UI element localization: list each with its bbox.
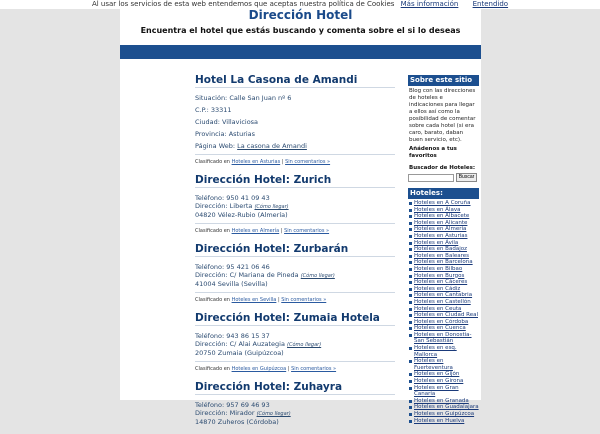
search-form — [408, 172, 479, 188]
category-link[interactable]: Hoteles en Almería — [231, 228, 280, 234]
post-title[interactable]: Dirección Hotel: Zuhayra — [195, 381, 343, 393]
post-divider — [195, 292, 395, 293]
hotel-category-link[interactable]: Hoteles en Donostia-San Sebastián — [414, 331, 472, 345]
como-llegar-link[interactable]: (Cómo llegar) — [287, 342, 322, 348]
web-link[interactable]: La casona de Amandi — [237, 142, 307, 150]
post-field-address: 04820 Vélez-Rubio (Almería) — [195, 211, 288, 219]
post-field-direccion — [195, 271, 395, 280]
hotel-category-item[interactable] — [408, 404, 479, 411]
cookie-text: Al usar los servicios de esta web entendemos que aceptas nuestra política de Cookies — [91, 0, 395, 8]
hotel-category-item[interactable] — [408, 319, 479, 326]
post-divider — [195, 187, 395, 188]
hotel-category-link[interactable]: Hoteles en Girona — [414, 378, 464, 385]
post-divider — [195, 223, 395, 224]
comments-link[interactable]: Sin comentarios » — [284, 228, 330, 234]
hotel-category-item[interactable] — [408, 233, 479, 240]
post-title[interactable]: Dirección Hotel: Zurbarán — [195, 243, 349, 255]
hotel-category-item[interactable] — [408, 358, 479, 371]
meta-prefix: Clasificado en — [195, 228, 232, 234]
post-field-address: 20750 Zumaia (Guipúzcoa) — [195, 349, 284, 357]
favorites-text: Añádenos a tus favoritos — [409, 146, 457, 159]
post-field-ciudad: Ciudad: Villaviciosa — [195, 118, 259, 126]
hotel-category-item[interactable] — [408, 385, 479, 398]
header — [120, 9, 481, 45]
hotel-category-link[interactable]: Hoteles en Huelva — [414, 417, 465, 424]
hotel-category-link[interactable]: Hoteles en Fuerteventura — [414, 358, 453, 371]
hotels-heading: Hoteles: — [408, 188, 479, 199]
post-divider — [195, 394, 395, 395]
como-llegar-link[interactable]: (Cómo llegar) — [300, 273, 335, 279]
post-field-situacion: Situación: Calle San Juan nº 6 — [195, 94, 292, 102]
hotel-category-link[interactable]: Hoteles en Ávila — [414, 239, 459, 246]
post — [195, 381, 395, 426]
hotel-category-link[interactable]: Hoteles en Alicante — [414, 219, 468, 226]
hotel-category-item[interactable] — [408, 253, 479, 260]
post-title[interactable]: Dirección Hotel: Zumaia Hotela — [195, 312, 380, 324]
comments-link[interactable]: Sin comentarios » — [285, 159, 331, 165]
post — [195, 243, 395, 304]
hotel-category-link[interactable]: Hoteles en Álava — [414, 206, 461, 213]
direccion-text: Dirección: Liberta — [195, 202, 255, 210]
hotel-category-link[interactable]: Hoteles en esq. Mallorca — [414, 345, 457, 358]
post-meta — [195, 297, 395, 304]
post-list — [195, 74, 395, 434]
hotel-category-link[interactable]: Hoteles en Almería — [414, 226, 467, 233]
page — [120, 8, 481, 426]
hotel-category-link[interactable]: Hoteles en Baleares — [414, 252, 469, 259]
hotel-category-item[interactable] — [408, 213, 479, 220]
hotel-category-item[interactable] — [408, 286, 479, 293]
hotel-category-item[interactable] — [408, 279, 479, 286]
hotel-category-link[interactable]: Hoteles en Gran Canaria — [414, 384, 459, 398]
meta-sep: | — [279, 228, 285, 234]
post-divider — [195, 154, 395, 155]
hotel-category-link[interactable]: Hoteles en Badajoz — [414, 246, 467, 253]
post — [195, 312, 395, 373]
search-button[interactable]: Buscar — [456, 173, 477, 182]
hotel-category-link[interactable]: Hoteles en A Coruña — [414, 200, 471, 206]
post-title[interactable]: Hotel La Casona de Amandi — [195, 74, 358, 86]
hotel-category-item[interactable] — [408, 259, 479, 266]
meta-prefix: Clasificado en — [195, 297, 232, 303]
post-field-cp: C.P.: 33311 — [195, 106, 232, 114]
category-link[interactable]: Hoteles en Guipúzcoa — [231, 366, 287, 372]
hotels-list — [408, 199, 479, 424]
hotel-category-link[interactable]: Hoteles en Burgos — [414, 272, 465, 279]
post — [195, 74, 395, 166]
hotel-category-link[interactable]: Hoteles en Barcelona — [414, 259, 473, 266]
comments-link[interactable]: Sin comentarios » — [281, 297, 327, 303]
hotel-category-link[interactable]: Hoteles en Bilbao — [414, 265, 463, 272]
cookie-accept-link[interactable]: Entendido — [472, 0, 509, 8]
meta-prefix: Clasificado en — [195, 159, 232, 165]
hotel-category-item[interactable] — [408, 398, 479, 405]
post-field-address: 41004 Sevilla (Sevilla) — [195, 280, 268, 288]
hotel-category-link[interactable]: Hoteles en Castellón — [414, 298, 471, 305]
como-llegar-link[interactable]: (Cómo llegar) — [254, 204, 289, 210]
meta-sep: | — [276, 297, 282, 303]
hotel-category-item[interactable] — [408, 411, 479, 418]
meta-prefix: Clasificado en — [195, 366, 232, 372]
hotel-category-item[interactable] — [408, 371, 479, 378]
web-label: Página Web: — [195, 142, 238, 150]
post-field-web — [195, 142, 395, 150]
hotel-category-item[interactable] — [408, 200, 479, 207]
post-field-address: 14870 Zuheros (Córdoba) — [195, 418, 279, 426]
hotel-category-item[interactable] — [408, 246, 479, 253]
post-field-direccion — [195, 202, 395, 211]
post-divider — [195, 256, 395, 257]
hotel-category-item[interactable] — [408, 312, 479, 319]
post-field-telefono: Teléfono: 95 421 06 46 — [195, 263, 270, 271]
post-field-telefono: Teléfono: 950 41 09 43 — [195, 194, 270, 202]
cookie-more-link[interactable]: Más información — [400, 0, 459, 8]
hotel-category-link[interactable]: Hoteles en Guipúzcoa — [414, 411, 475, 417]
post-field-direccion — [195, 340, 395, 349]
post — [195, 174, 395, 235]
post-field-telefono: Teléfono: 957 69 46 93 — [195, 401, 270, 409]
hotel-category-item[interactable] — [408, 207, 479, 214]
hotel-category-item[interactable] — [408, 240, 479, 247]
post-title[interactable]: Dirección Hotel: Zurich — [195, 174, 332, 186]
hotel-category-item[interactable] — [408, 292, 479, 299]
search-label: Buscador de Hoteles: — [409, 165, 476, 171]
hotel-category-item[interactable] — [408, 325, 479, 332]
hotel-category-item[interactable] — [408, 378, 479, 385]
direccion-text: Dirección: Mirador — [195, 409, 257, 417]
hotel-category-link[interactable]: Hoteles en Guadalajara — [414, 404, 479, 411]
hotel-category-item[interactable] — [408, 306, 479, 313]
hotel-category-item[interactable] — [408, 332, 479, 345]
hotel-category-link[interactable]: Hoteles en Gijón — [414, 371, 460, 378]
hotel-category-item[interactable] — [408, 299, 479, 306]
tagline: Encuentra el hotel que estás buscando y comenta sobre el si lo deseas — [140, 26, 461, 35]
navbar — [120, 45, 481, 59]
hotel-category-item[interactable] — [408, 266, 479, 273]
hotel-category-link[interactable]: Hoteles en Asturias — [414, 232, 468, 239]
about-text: Blog con las direcciones de hoteles e indicaciones para llegar a ellos así como la posibilidad de comentar sobre cada hotel (si era caro, barato, daban buen servicio, etc). — [409, 88, 476, 143]
post-meta — [195, 159, 395, 166]
hotel-category-item[interactable] — [408, 418, 479, 425]
about-heading: Sobre este sitio — [408, 75, 479, 86]
hotel-category-link[interactable]: Hoteles en Ceuta — [414, 305, 462, 312]
post-divider — [195, 325, 395, 326]
como-llegar-link[interactable]: (Cómo llegar) — [256, 411, 291, 417]
hotel-category-link[interactable]: Hoteles en Córdoba — [414, 318, 469, 325]
hotel-category-item[interactable] — [408, 345, 479, 358]
hotel-category-link[interactable]: Hoteles en Cantabria — [414, 292, 473, 299]
site-title[interactable]: Dirección Hotel — [248, 8, 353, 22]
search-input[interactable] — [408, 174, 454, 182]
post-divider — [195, 361, 395, 362]
post-meta — [195, 228, 395, 235]
post-field-provincia: Provincia: Asturias — [195, 130, 256, 138]
direccion-text: Dirección: C/ Alai Auzategia — [195, 340, 288, 348]
hotel-category-link[interactable]: Hoteles en Albacete — [414, 213, 470, 220]
post-divider — [195, 87, 395, 88]
category-link[interactable]: Hoteles en Asturias — [231, 159, 281, 165]
hotel-category-link[interactable]: Hoteles en Cuenca — [414, 325, 466, 332]
meta-sep: | — [286, 366, 292, 372]
hotel-category-item[interactable] — [408, 226, 479, 233]
hotel-category-link[interactable]: Hoteles en Granada — [414, 397, 469, 404]
hotel-category-link[interactable]: Hoteles en Ciudad Real — [414, 312, 478, 319]
meta-sep: | — [280, 159, 286, 165]
comments-link[interactable]: Sin comentarios » — [291, 366, 337, 372]
main-area — [120, 59, 481, 426]
sidebar — [408, 75, 479, 424]
hotel-category-link[interactable]: Hoteles en Cádiz — [414, 285, 461, 292]
category-link[interactable]: Hoteles en Sevilla — [231, 297, 277, 303]
direccion-text: Dirección: C/ Mariana de Pineda — [195, 271, 301, 279]
post-meta — [195, 366, 395, 373]
post-field-telefono: Teléfono: 943 86 15 37 — [195, 332, 270, 340]
post-field-direccion — [195, 409, 395, 418]
hotel-category-link[interactable]: Hoteles en Cáceres — [414, 279, 468, 286]
